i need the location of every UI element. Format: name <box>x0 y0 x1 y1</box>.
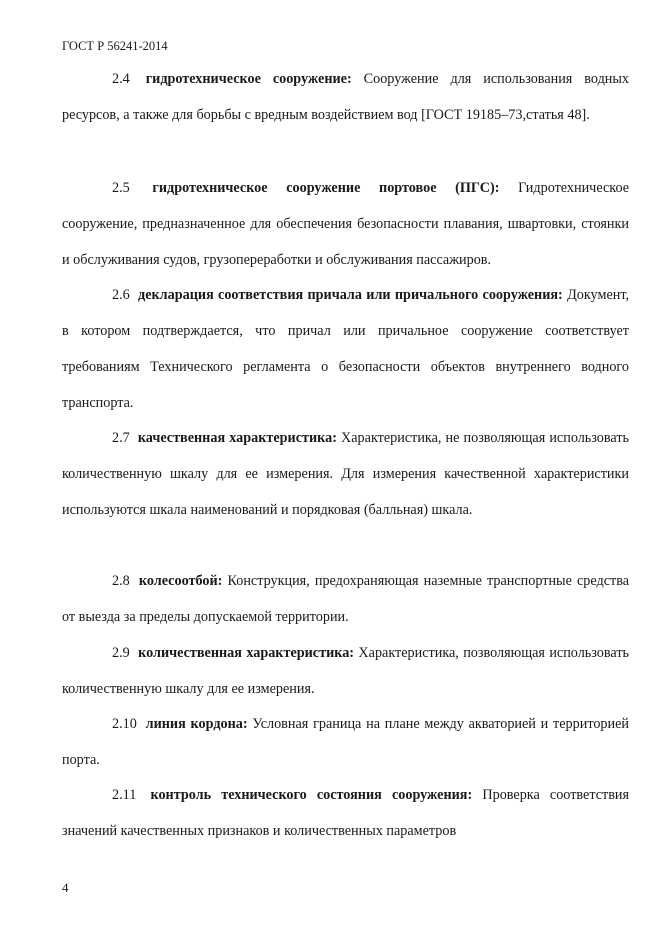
entry-number: 2.7 <box>112 430 130 446</box>
definition-entry-2-5 <box>62 170 629 278</box>
entry-number: 2.4 <box>112 71 130 87</box>
definition-entry-2-11 <box>62 777 629 849</box>
entry-term: декларация соответствия причала или причального сооружения: <box>138 287 563 303</box>
entry-definition: Характеристика, позволяющая использовать количественную шкалу для ее измерения. <box>62 645 629 697</box>
entry-number: 2.10 <box>112 716 137 732</box>
entry-term: колесоотбой: <box>138 573 223 589</box>
entry-term: количественная характеристика: <box>138 645 355 661</box>
entry-term: линия кордона: <box>145 716 248 732</box>
definition-entry-2-10 <box>62 706 629 778</box>
entry-number: 2.6 <box>112 287 130 303</box>
entry-term: контроль технического состояния сооружения: <box>150 787 473 803</box>
definition-entry-2-7 <box>62 420 629 528</box>
definition-entry-2-9 <box>62 635 629 707</box>
page-number: 4 <box>62 880 69 895</box>
entry-number: 2.8 <box>112 573 130 589</box>
entry-number: 2.11 <box>112 787 137 803</box>
entry-number: 2.5 <box>112 180 130 196</box>
entry-definition: Проверка соответствия значений качественных признаков и количественных параметров <box>62 787 630 839</box>
entry-definition: Гидротехническое сооружение, предназначенное для обеспечения безопасности плавания, швартовки, стоянки и обслуживания судов, грузопереработки и обслуживания пассажиров. <box>62 180 630 268</box>
entry-term: качественная характеристика: <box>137 430 337 446</box>
entry-definition: Документ, в котором подтверждается, что причал или причальное сооружение соответствует требованиям Технического регламента о безопасности объектов внутреннего водного транспорта. <box>62 287 630 411</box>
entry-definition: Сооружение для использования водных ресурсов, а также для борьбы с вредным воздействием вод [ГОСТ 19185–73,статья 48]. <box>62 71 630 123</box>
entry-definition: Характеристика, не позволяющая использовать количественную шкалу для ее измерения. Для измерения качественной характеристики используются шкала наименований и порядковая (балльная) шкала. <box>62 430 630 518</box>
definition-entry-2-8 <box>62 563 629 635</box>
entry-definition: Конструкция, предохраняющая наземные транспортные средства от выезда за пределы допускаемой территории. <box>62 573 630 625</box>
entry-term: гидротехническое сооружение: <box>145 71 352 87</box>
entry-definition: Условная граница на плане между акваторией и территорией порта. <box>62 716 630 768</box>
entry-term: гидротехническое сооружение портовое (ПГС): <box>152 180 500 196</box>
document-header: ГОСТ Р 56241-2014 <box>62 39 168 53</box>
definition-entry-2-4 <box>62 61 629 133</box>
definition-entry-2-6 <box>62 277 629 421</box>
entry-number: 2.9 <box>112 645 130 661</box>
